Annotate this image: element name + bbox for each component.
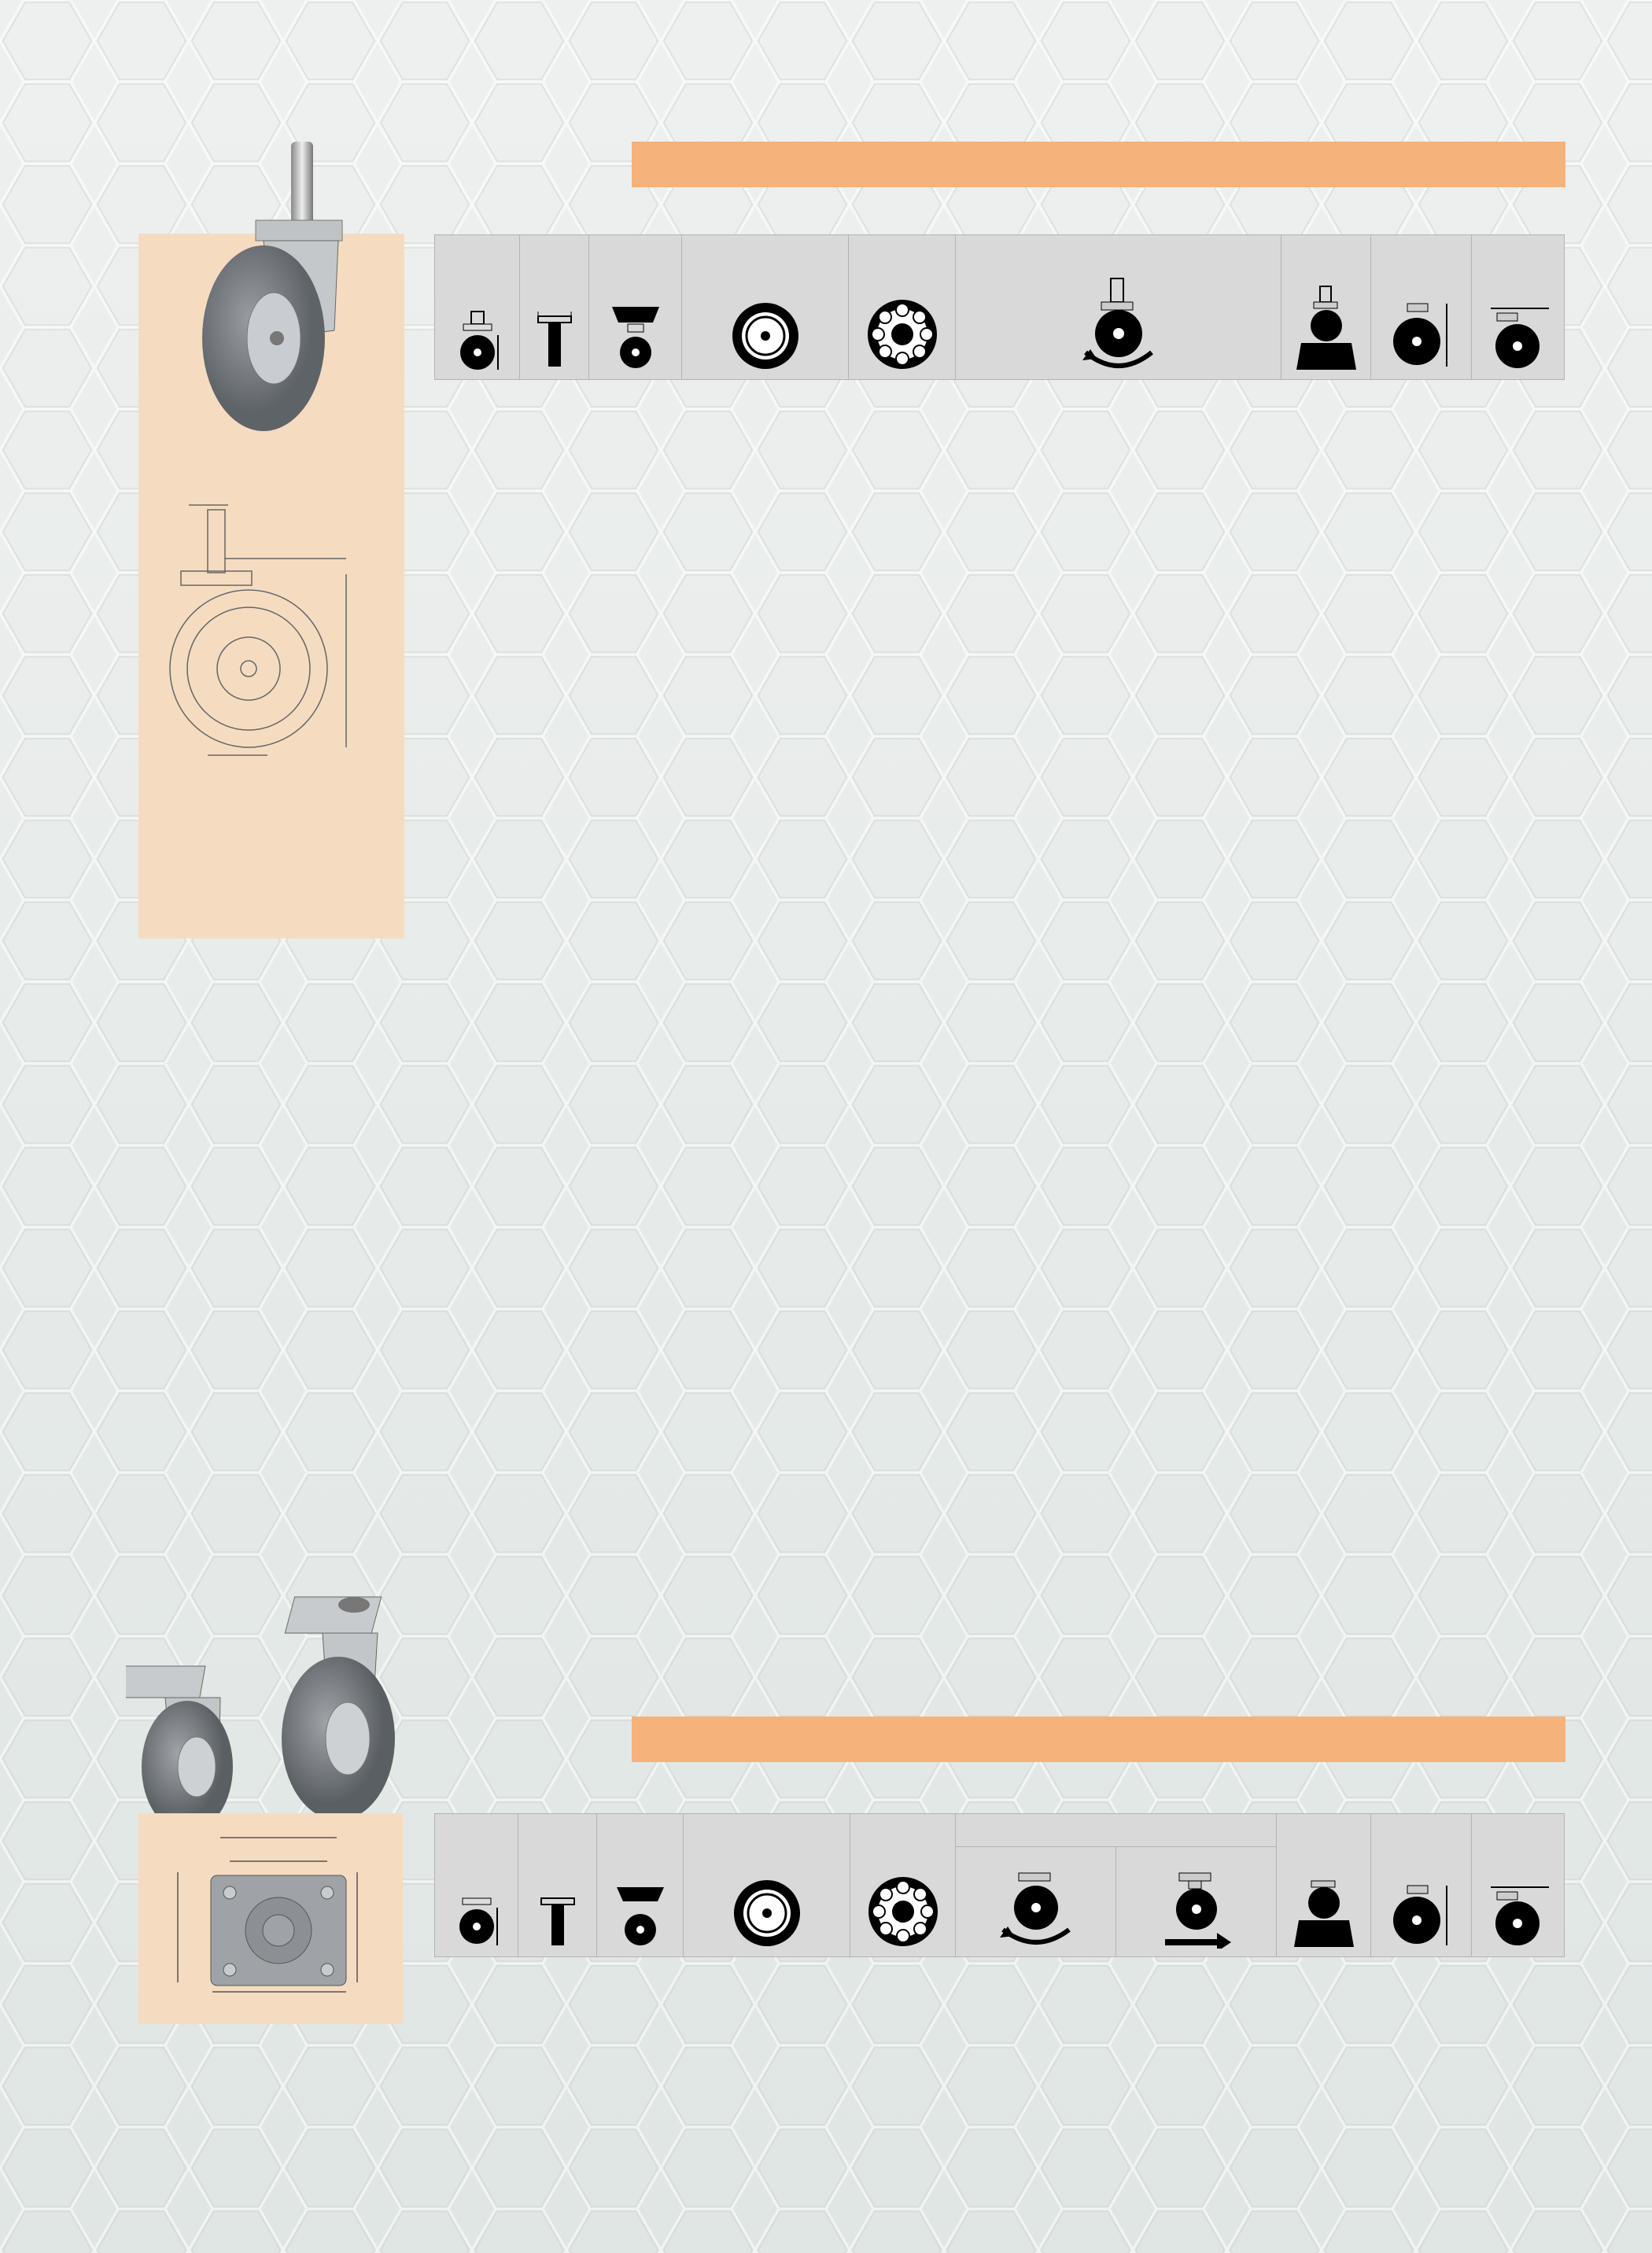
easy-start-caster-photo [126, 1581, 456, 1833]
bearing-icon [866, 1875, 940, 1949]
col-bearing [850, 1814, 956, 1957]
install-height-icon [1390, 301, 1453, 371]
col-material [684, 1814, 850, 1957]
col-weight [1281, 235, 1371, 380]
swivel-model-icon [1079, 277, 1158, 371]
wheel-material-icon [732, 1878, 802, 1949]
col-swivel-radius [1472, 1814, 1565, 1957]
bearing-icon [865, 297, 939, 371]
wheel-width-icon [535, 308, 574, 371]
col-swivel [956, 1847, 1116, 1957]
load-icon [604, 305, 667, 371]
col-model [956, 235, 1281, 380]
col-material [682, 235, 849, 380]
col-weight [1277, 1814, 1371, 1957]
swivel-caster-icon [997, 1870, 1075, 1949]
col-wheel-width [518, 1814, 597, 1957]
col-load [589, 235, 682, 380]
wheel-dia-icon [454, 308, 501, 371]
wheel-dia-icon [453, 1892, 500, 1949]
load-icon [609, 1886, 672, 1949]
wheel-width-icon [538, 1892, 577, 1949]
col-install-height [1371, 235, 1472, 380]
col-wheel-width [520, 235, 589, 380]
stem-caster-drawing [157, 488, 393, 771]
col-swivel-radius [1472, 235, 1565, 380]
rigid-caster-icon [1157, 1870, 1236, 1949]
col-rigid [1116, 1847, 1277, 1957]
swivel-radius-icon [1483, 301, 1554, 371]
wheel-material-icon [730, 301, 801, 371]
type-band-1 [632, 142, 1565, 187]
top-plate-drawing [154, 1825, 390, 2014]
col-install-height [1371, 1814, 1472, 1957]
swivel-radius-icon [1483, 1882, 1554, 1949]
col-model [956, 1814, 1277, 1847]
spec-table-1 [434, 234, 1565, 380]
weight-icon [1295, 285, 1358, 371]
col-wheel-dia [435, 235, 520, 380]
type-band-2 [632, 1716, 1565, 1762]
spec-table-2 [434, 1813, 1565, 1957]
stem-caster-photo [181, 142, 362, 441]
col-wheel-dia [435, 1814, 518, 1957]
weight-icon [1292, 1878, 1355, 1949]
col-load [597, 1814, 684, 1957]
install-height-icon [1390, 1882, 1453, 1949]
col-bearing [849, 235, 956, 380]
